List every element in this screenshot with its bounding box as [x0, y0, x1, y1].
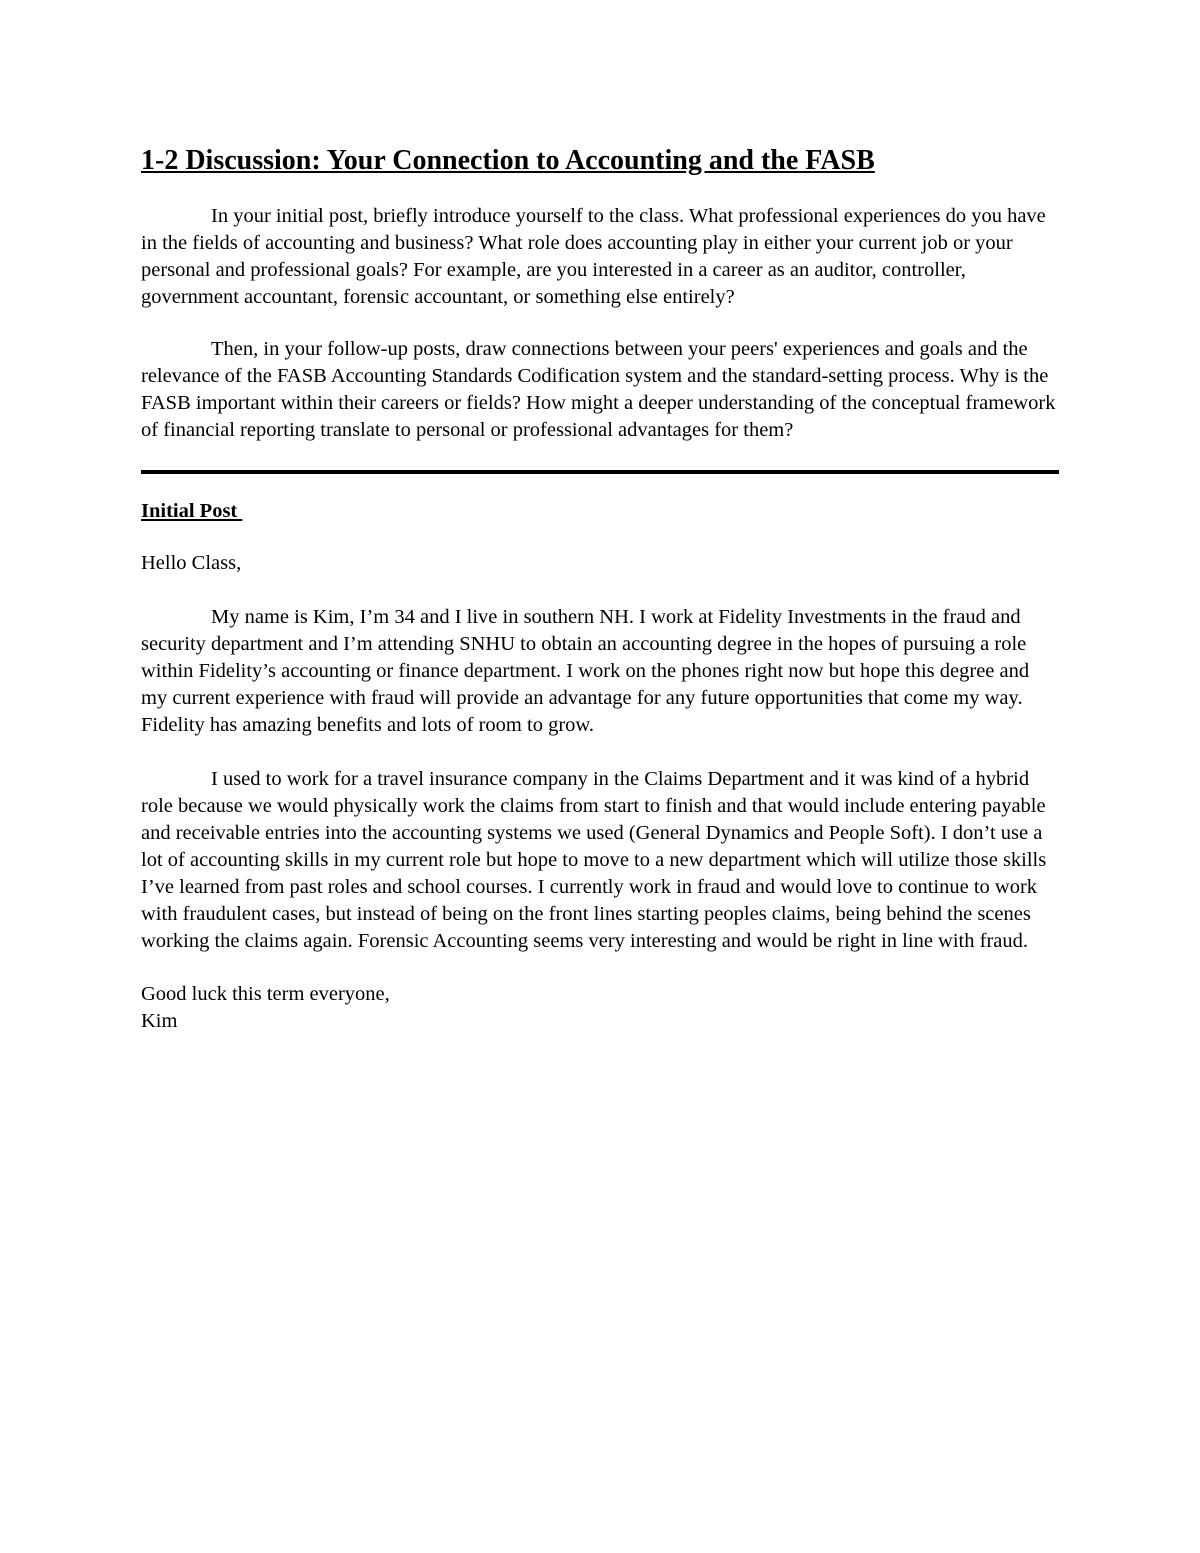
prompt-paragraph-1: In your initial post, briefly introduce yourself to the class. What professional experiences do you have in the fields of accounting and business? What role does accounting play in either your current job or your personal and professional goals? For example, are you interested in a career as an auditor, controller, government accountant, forensic accountant, or something else entirely?	[141, 205, 1046, 308]
body-paragraph-1: My name is Kim, I’m 34 and I live in southern NH. I work at Fidelity Investments in the fraud and security department and I’m attending SNHU to obtain an accounting degree in the hopes of pursuing a role within Fidelity’s accounting or finance department. I work on the phones right now but hope this degree and my current experience with fraud will provide an advantage for any future opportunities that come my way. Fidelity has amazing benefits and lots of room to grow.	[141, 606, 1030, 736]
section-divider	[141, 470, 1059, 474]
document-title: 1-2 Discussion: Your Connection to Accounting and the FASB	[141, 145, 875, 176]
document-page	[141, 138, 1059, 1035]
prompt-paragraph-2: Then, in your follow-up posts, draw connections between your peers' experiences and goals and the relevance of the FASB Accounting Standards Codification system and the standard-setting process. Why is the FASB important within their careers or fields? How might a deeper understanding of the conceptual framework of financial reporting translate to personal or professional advantages for them?	[141, 338, 1056, 441]
initial-post-heading: Initial Post	[141, 500, 243, 522]
greeting: Hello Class,	[141, 552, 242, 574]
body-paragraph-2: I used to work for a travel insurance company in the Claims Department and it was kind of a hybrid role because we would physically work the claims from start to finish and that would include entering payable and receivable entries into the accounting systems we used (General Dynamics and People Soft). I don’t use a lot of accounting skills in my current role but hope to move to a new department which will utilize those skills I’ve learned from past roles and school courses. I currently work in fraud and would love to continue to work with fraudulent cases, but instead of being on the front lines starting peoples claims, being behind the scenes working the claims again. Forensic Accounting seems very interesting and would be right in line with fraud.	[141, 768, 1047, 952]
closing-line: Good luck this term everyone,	[141, 983, 390, 1005]
signature: Kim	[141, 1010, 178, 1032]
